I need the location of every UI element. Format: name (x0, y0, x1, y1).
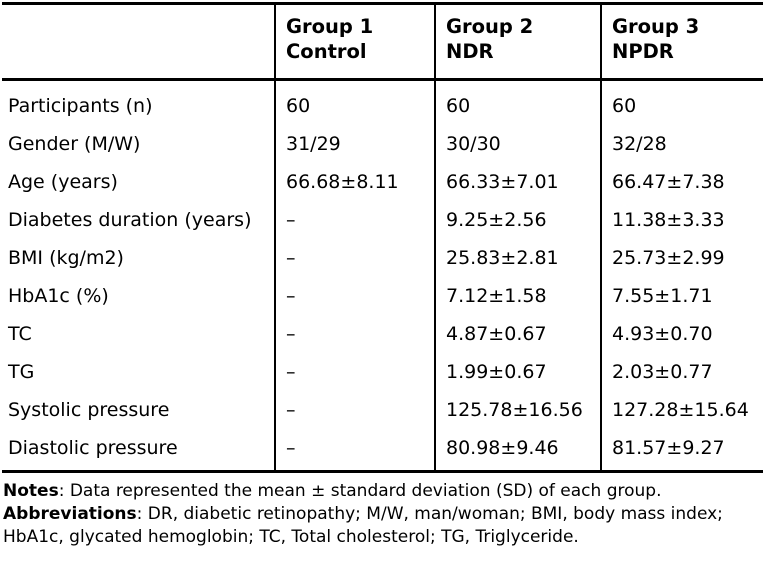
table-row (2, 239, 763, 277)
cell-group2: 66.33±7.01 (435, 163, 601, 201)
cell-group1: – (275, 277, 435, 315)
characteristics-table (2, 2, 763, 473)
cell-group1: – (275, 201, 435, 239)
column-header-group1 (275, 4, 435, 80)
table-row (2, 201, 763, 239)
cell-group3: 11.38±3.33 (601, 201, 763, 239)
row-label: Gender (M/W) (8, 133, 141, 155)
abbreviations-line-2 (3, 526, 765, 549)
abbreviations-label: Abbreviations (3, 504, 137, 524)
table-row (2, 163, 763, 201)
row-label: BMI (kg/m2) (8, 247, 124, 269)
column-header-group2-line2: NDR (446, 40, 494, 63)
column-header-group1-line1: Group 1 (286, 15, 374, 38)
cell-group1: 60 (275, 80, 435, 126)
cell-group3: 60 (601, 80, 763, 126)
table-row (2, 315, 763, 353)
cell-group1: – (275, 429, 435, 472)
column-header-group2-line1: Group 2 (446, 15, 534, 38)
column-header-group2 (435, 4, 601, 80)
table-figure (0, 2, 765, 565)
abbreviations-text-1: : DR, diabetic retinopathy; M/W, man/woman; BMI, body mass index; (136, 504, 723, 524)
notes-label: Notes (3, 481, 59, 501)
table-footnotes (3, 480, 765, 549)
cell-group3: 81.57±9.27 (601, 429, 763, 472)
cell-group2: 60 (435, 80, 601, 126)
cell-group2: 9.25±2.56 (435, 201, 601, 239)
column-header-group3-line2: NPDR (612, 40, 674, 63)
column-header-label (2, 4, 275, 80)
row-label: Participants (n) (8, 95, 153, 117)
row-label: Systolic pressure (8, 399, 170, 421)
cell-group1: – (275, 353, 435, 391)
table-row (2, 80, 763, 126)
row-label: Diastolic pressure (2, 429, 275, 472)
cell-group2: 25.83±2.81 (435, 239, 601, 277)
cell-group2: 4.87±0.67 (435, 315, 601, 353)
cell-group2: 30/30 (435, 125, 601, 163)
cell-group1: 31/29 (275, 125, 435, 163)
table-header (2, 4, 763, 80)
column-header-group1-line2: Control (286, 40, 367, 63)
table-body (2, 80, 763, 472)
abbreviations-text-2: HbA1c, glycated hemoglobin; TC, Total cholesterol; TG, Triglyceride. (3, 527, 579, 547)
cell-group3: 66.47±7.38 (601, 163, 763, 201)
cell-group2: 1.99±0.67 (435, 353, 601, 391)
cell-group1: – (275, 239, 435, 277)
row-label: Diabetes duration (years) (8, 209, 252, 231)
table-row (2, 353, 763, 391)
cell-group3: 2.03±0.77 (601, 353, 763, 391)
table-row (2, 391, 763, 429)
row-label: TC (8, 323, 32, 345)
table-row (2, 429, 763, 472)
notes-text: : Data represented the mean ± standard deviation (SD) of each group. (58, 481, 662, 501)
table-row (2, 125, 763, 163)
row-label: TG (8, 361, 35, 383)
column-header-group3-line1: Group 3 (612, 15, 700, 38)
cell-group1: 66.68±8.11 (275, 163, 435, 201)
cell-group3: 127.28±15.64 (601, 391, 763, 429)
column-header-group3 (601, 4, 763, 80)
abbreviations-line-1 (3, 503, 765, 526)
cell-group2: 80.98±9.46 (435, 429, 601, 472)
cell-group3: 4.93±0.70 (601, 315, 763, 353)
notes-line (3, 480, 765, 503)
row-label: HbA1c (%) (8, 285, 109, 307)
cell-group3: 25.73±2.99 (601, 239, 763, 277)
cell-group2: 7.12±1.58 (435, 277, 601, 315)
header-row (2, 4, 763, 80)
cell-group3: 7.55±1.71 (601, 277, 763, 315)
cell-group3: 32/28 (601, 125, 763, 163)
cell-group1: – (275, 315, 435, 353)
row-label: Age (years) (8, 171, 118, 193)
table-row (2, 277, 763, 315)
cell-group2: 125.78±16.56 (435, 391, 601, 429)
cell-group1: – (275, 391, 435, 429)
